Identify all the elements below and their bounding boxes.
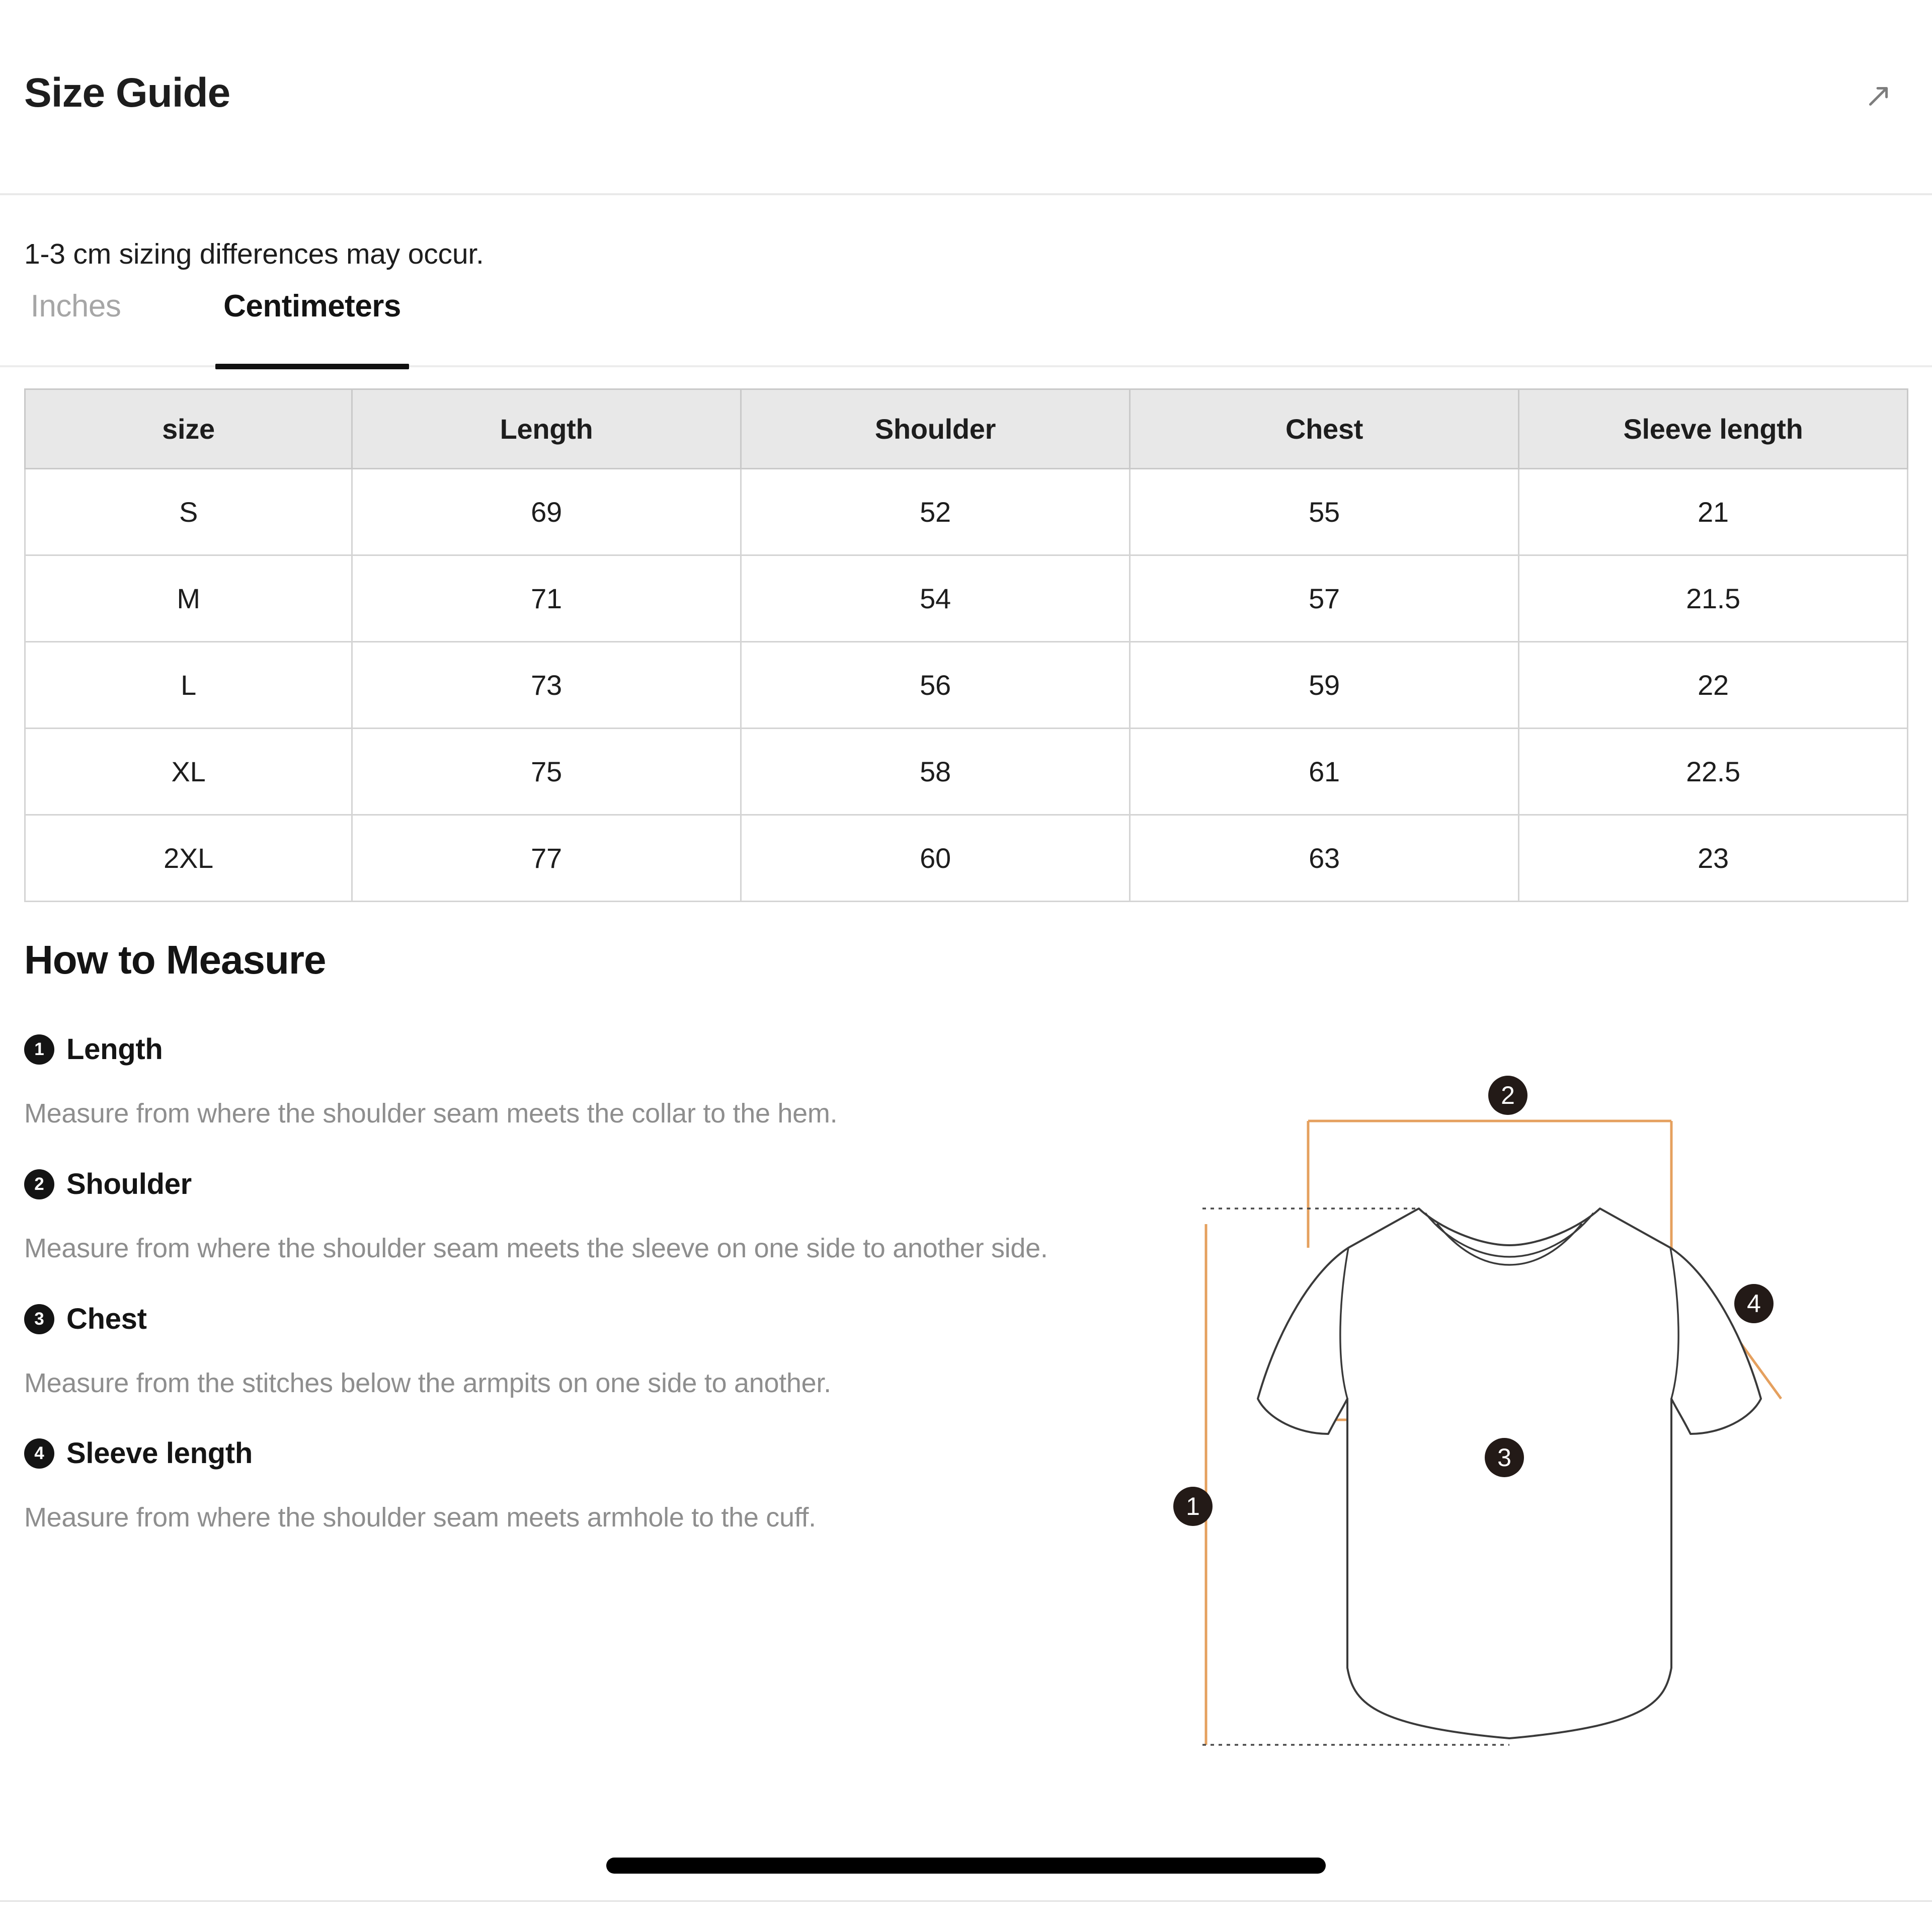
- diagram-badge-4-icon: 4: [1734, 1284, 1774, 1323]
- cell-length: 73: [352, 642, 741, 729]
- cell-sleeve: 21.5: [1519, 555, 1908, 642]
- table-row: [25, 555, 1908, 642]
- cell-length: 77: [352, 815, 741, 902]
- cell-size: S: [25, 469, 352, 555]
- diagram-badge-2-icon: 2: [1488, 1076, 1527, 1115]
- measure-label-length: Length: [66, 1033, 163, 1066]
- cell-shoulder: 60: [741, 815, 1130, 902]
- diagram-badge-3-icon: 3: [1485, 1438, 1524, 1477]
- tab-centimeters[interactable]: Centimeters: [215, 284, 409, 367]
- cell-shoulder: 54: [741, 555, 1130, 642]
- cell-shoulder: 56: [741, 642, 1130, 729]
- measure-item-shoulder: [24, 1167, 192, 1201]
- cell-sleeve: 23: [1519, 815, 1908, 902]
- measure-item-sleeve-length: [24, 1436, 253, 1470]
- cell-sleeve: 21: [1519, 469, 1908, 555]
- tshirt-measurement-diagram: [1157, 1046, 1862, 1821]
- cell-length: 75: [352, 729, 741, 815]
- measure-label-shoulder: Shoulder: [66, 1168, 192, 1200]
- sizing-note: 1-3 cm sizing differences may occur.: [24, 238, 484, 270]
- cell-sleeve: 22: [1519, 642, 1908, 729]
- cell-chest: 63: [1130, 815, 1519, 902]
- table-row: [25, 729, 1908, 815]
- cell-length: 71: [352, 555, 741, 642]
- column-header-shoulder: Shoulder: [741, 389, 1130, 469]
- cell-size: L: [25, 642, 352, 729]
- bottom-divider: [0, 1900, 1932, 1902]
- badge-number-4-icon: 4: [24, 1438, 54, 1469]
- cell-size: XL: [25, 729, 352, 815]
- column-header-chest: Chest: [1130, 389, 1519, 469]
- cell-size: 2XL: [25, 815, 352, 902]
- tab-inches[interactable]: Inches: [30, 289, 121, 324]
- measure-desc-sleeve-length: Measure from where the shoulder seam meets armhole to the cuff.: [24, 1502, 816, 1533]
- diagram-badge-1-icon: 1: [1173, 1487, 1213, 1526]
- badge-number-2-icon: 2: [24, 1169, 54, 1199]
- cell-sleeve: 22.5: [1519, 729, 1908, 815]
- cell-chest: 61: [1130, 729, 1519, 815]
- how-to-measure-title: How to Measure: [24, 937, 326, 982]
- cell-shoulder: 58: [741, 729, 1130, 815]
- measure-desc-shoulder: Measure from where the shoulder seam meets the sleeve on one side to another side.: [24, 1233, 1048, 1263]
- table-row: [25, 469, 1908, 555]
- expand-arrow-icon[interactable]: [1862, 78, 1897, 113]
- cell-chest: 55: [1130, 469, 1519, 555]
- table-row: [25, 642, 1908, 729]
- home-indicator[interactable]: [606, 1858, 1326, 1874]
- cell-length: 69: [352, 469, 741, 555]
- column-header-length: Length: [352, 389, 741, 469]
- size-chart-table: [24, 388, 1908, 902]
- page-title: Size Guide: [24, 70, 230, 116]
- measure-item-length: [24, 1032, 163, 1066]
- badge-number-1-icon: 1: [24, 1034, 54, 1065]
- cell-shoulder: 52: [741, 469, 1130, 555]
- cell-size: M: [25, 555, 352, 642]
- table-header-row: [25, 389, 1908, 469]
- measure-item-chest: [24, 1302, 147, 1336]
- unit-tabs: [0, 284, 1932, 367]
- cell-chest: 59: [1130, 642, 1519, 729]
- measure-label-chest: Chest: [66, 1303, 147, 1335]
- table-row: [25, 815, 1908, 902]
- cell-chest: 57: [1130, 555, 1519, 642]
- badge-number-3-icon: 3: [24, 1304, 54, 1334]
- tshirt-diagram-svg: [1157, 1046, 1862, 1821]
- measure-label-sleeve-length: Sleeve length: [66, 1437, 253, 1470]
- column-header-size: size: [25, 389, 352, 469]
- measure-desc-chest: Measure from the stitches below the armpits on one side to another.: [24, 1368, 831, 1398]
- header-bar: [0, 0, 1932, 195]
- column-header-sleeve-length: Sleeve length: [1519, 389, 1908, 469]
- measure-desc-length: Measure from where the shoulder seam meets the collar to the hem.: [24, 1098, 838, 1129]
